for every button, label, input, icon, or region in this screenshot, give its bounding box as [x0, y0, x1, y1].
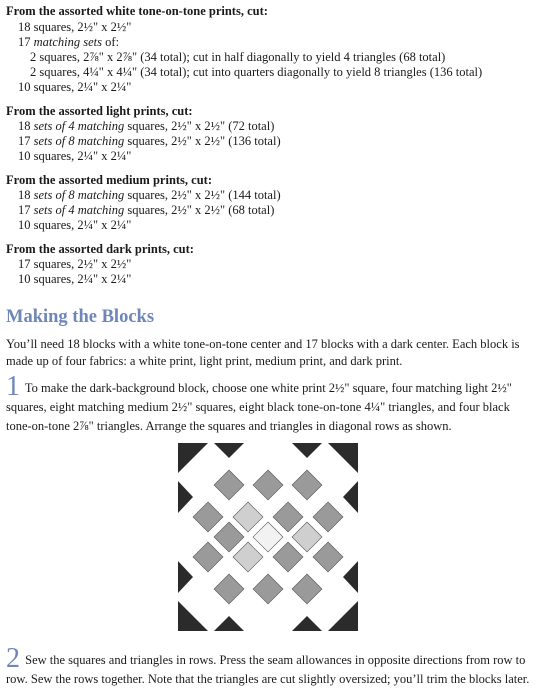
cut-line: 17 sets of 4 matching squares, 2½" x 2½" (68 total) [18, 203, 275, 217]
cut-line: 18 squares, 2½" x 2½" [18, 20, 132, 34]
cut-line: 2 squares, 4¼" x 4¼" (34 total); cut into quarters diagonally to yield 8 triangles (136 total) [30, 65, 483, 79]
cut-line: 17 matching sets of: [18, 35, 120, 49]
cut-line: 17 sets of 8 matching squares, 2½" x 2½" (136 total) [18, 134, 281, 148]
step-1 [6, 371, 536, 436]
block-diagram [178, 443, 358, 631]
cut-line: 10 squares, 2¼" x 2¼" [18, 272, 132, 286]
white-prints-heading: From the assorted white tone-on-tone prints, cut: [6, 4, 268, 18]
cut-line: 17 squares, 2½" x 2½" [18, 257, 132, 271]
cut-line: 10 squares, 2¼" x 2¼" [18, 218, 132, 232]
cut-line: 18 sets of 4 matching squares, 2½" x 2½" (72 total) [18, 119, 275, 133]
step-number: 1 [6, 371, 20, 402]
medium-prints-heading: From the assorted medium prints, cut: [6, 173, 212, 187]
cut-line: 2 squares, 2⅞" x 2⅞" (34 total); cut in half diagonally to yield 4 triangles (68 total) [30, 50, 446, 64]
step-text: To make the dark-background block, choose one white print 2½" square, four matching light 2½" squares, eight matching medium 2½" squares, eight black tone-on-tone 4¼" triangles, and four black tone-on-tone 2⅞" triangles. Arrange the squares and triangles in diagonal rows as shown. [6, 381, 512, 433]
cut-line: 10 squares, 2¼" x 2¼" [18, 80, 132, 94]
intro-paragraph: You’ll need 18 blocks with a white tone-on-tone center and 17 blocks with a dark center. Each block is made up of four fabrics: a white print, light print, medium print, and dark print. [6, 337, 520, 368]
cut-line: 10 squares, 2¼" x 2¼" [18, 149, 132, 163]
step-text: Sew the squares and triangles in rows. Press the seam allowances in opposite directions from row to row. Sew the rows together. Note that the triangles are cut slightly oversized; you’ll trim the blocks later. [6, 653, 530, 686]
step-number: 2 [6, 643, 20, 674]
step-2 [6, 643, 536, 689]
light-prints-heading: From the assorted light prints, cut: [6, 104, 193, 118]
making-blocks-heading: Making the Blocks [6, 307, 155, 327]
dark-prints-heading: From the assorted dark prints, cut: [6, 242, 194, 256]
cut-line: 18 sets of 8 matching squares, 2½" x 2½" (144 total) [18, 188, 281, 202]
